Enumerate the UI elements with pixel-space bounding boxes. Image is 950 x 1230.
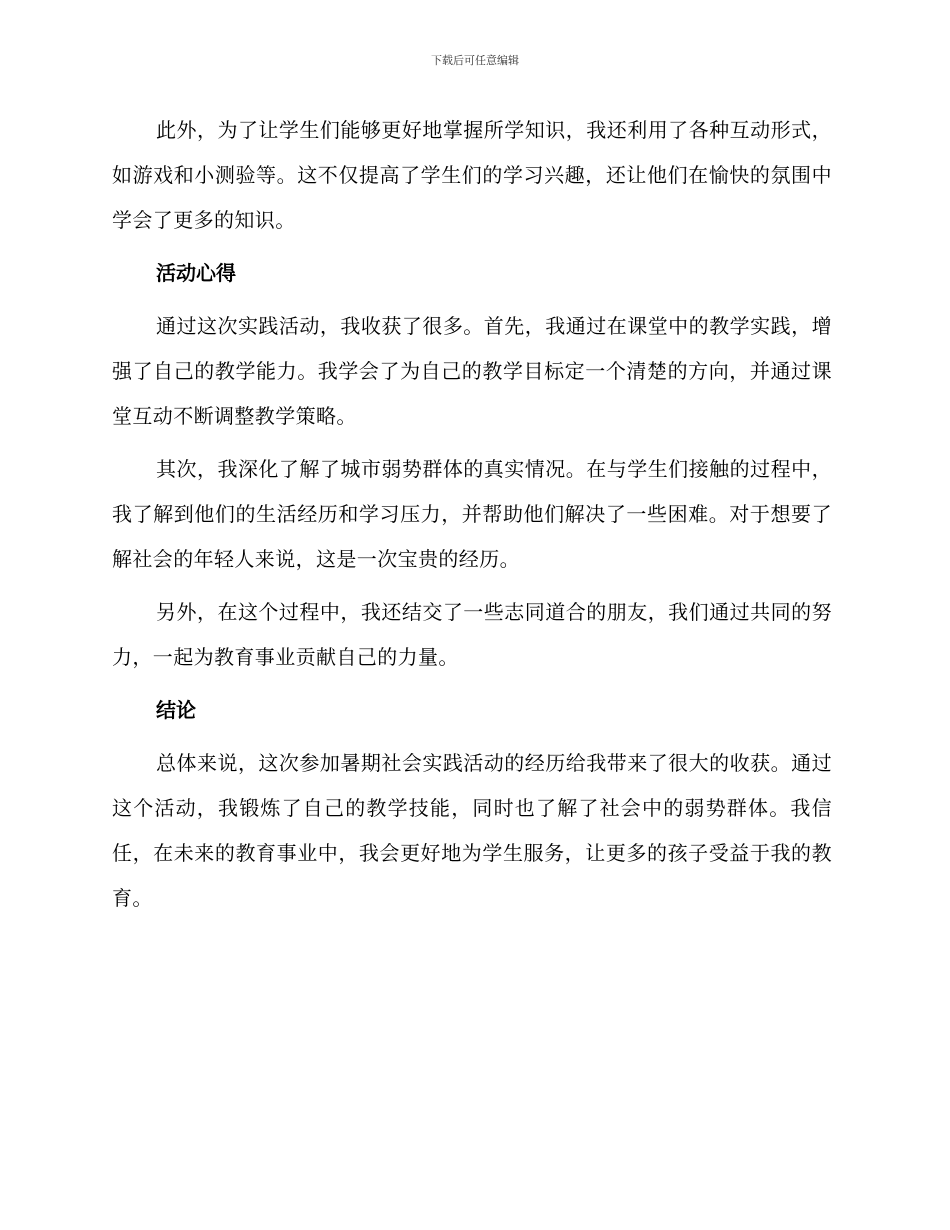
section-heading-reflections: 活动心得 xyxy=(156,261,236,285)
paragraph-vulnerable-groups: 其次，我深化了解了城市弱势群体的真实情况。在与学生们接触的过程中，我了解到他们的生活经历和学习压力，并帮助他们解决了一些困难。对于想要了解社会的年轻人来说，这是一次宝贵的经历。 xyxy=(112,457,832,571)
page-header: 下载后可任意编辑 xyxy=(431,54,519,67)
paragraph-conclusion: 总体来说，这次参加暑期社会实践活动的经历给我带来了很大的收获。通过这个活动，我锻炼了自己的教学技能，同时也了解了社会中的弱势群体。我信任，在未来的教育事业中，我会更好地为学生服务，让更多的孩子受益于我的教育。 xyxy=(112,751,832,910)
paragraph-interactive-forms: 此外，为了让学生们能够更好地掌握所学知识，我还利用了各种互动形式，如游戏和小测验等。这不仅提高了学生们的学习兴趣，还让他们在愉快的氛围中学会了更多的知识。 xyxy=(112,118,832,232)
document-body xyxy=(112,108,832,929)
paragraph-teaching-ability: 通过这次实践活动，我收获了很多。首先，我通过在课堂中的教学实践，增强了自己的教学能力。我学会了为自己的教学目标定一个清楚的方向，并通过课堂互动不断调整教学策略。 xyxy=(112,314,832,428)
section-heading-conclusion: 结论 xyxy=(156,698,196,722)
paragraph-friends: 另外，在这个过程中，我还结交了一些志同道合的朋友，我们通过共同的努力，一起为教育事业贡献自己的力量。 xyxy=(112,600,832,669)
